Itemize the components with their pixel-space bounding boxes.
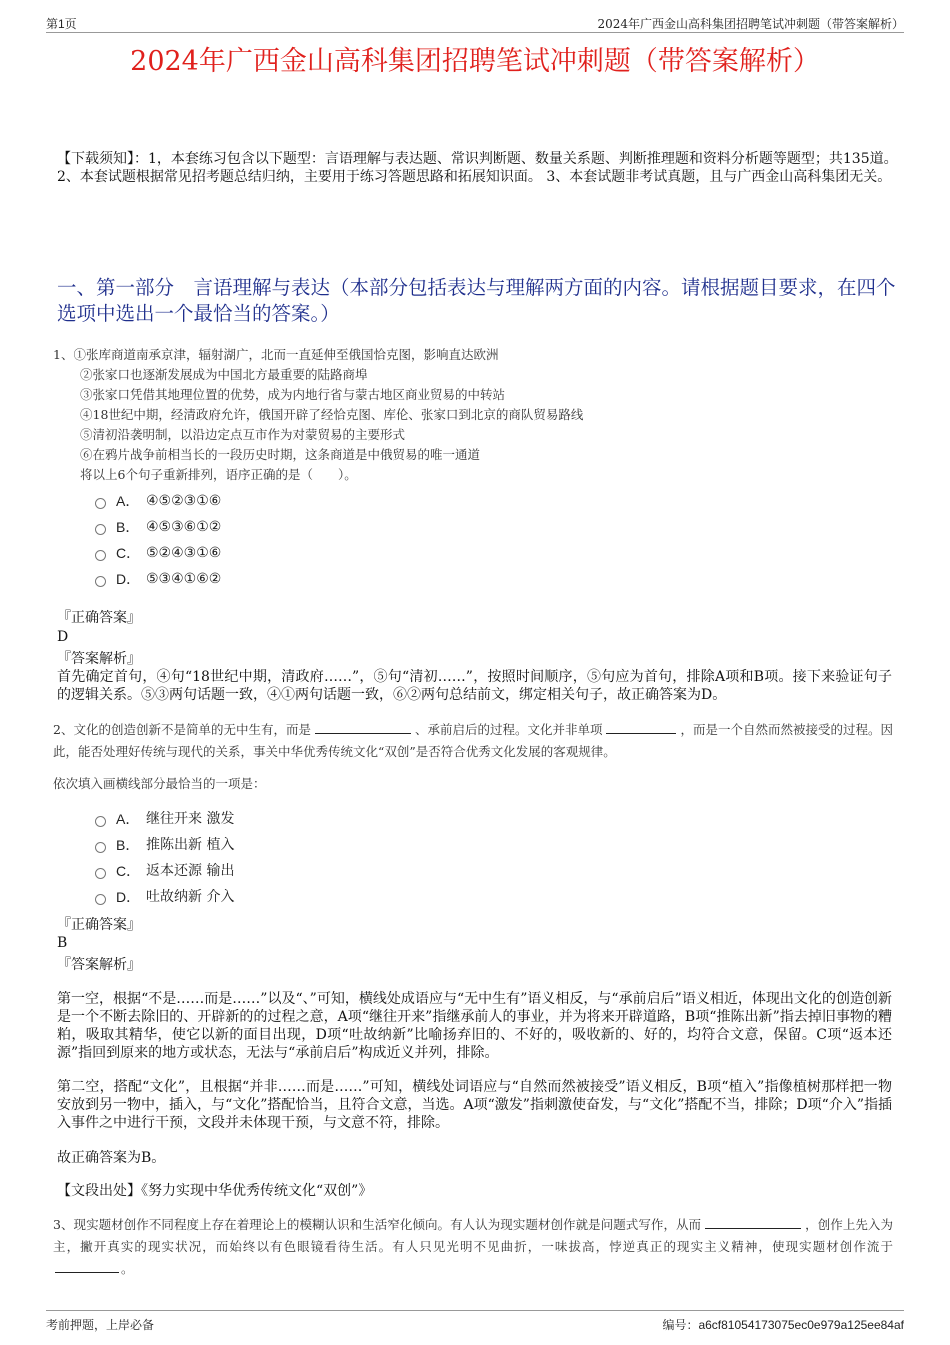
sentence-5: ⑤清初沿袭明制，以沿边定点互市作为对蒙贸易的主要形式 [80, 427, 406, 442]
analysis-paragraph-1: 第一空，根据“不是……而是……”以及“、”可知，横线处成语应与“无中生有”语义相反，与“承前启后”语义相近，体现出文化的创造创新是一个不断去除旧的、开辟新的的过程之意，A项“继往开来”指继承前人的事业，并为将来开辟道路，B项“推陈出新”指去掉旧事物的糟粕，吸取其精华，使它以新的面目出现，D项“吐故纳新”比喻扬弃旧的、不好的，吸收新的、好的，均符合文意，保留。C项“返本还源”指回到原来的地方或状态，无法与“承前启后”构成近义并列，排除。 [57, 991, 892, 1061]
option-d[interactable]: D． 吐故纳新 介入 [95, 884, 234, 910]
answer-value: B [57, 935, 68, 951]
analysis-conclusion: 故正确答案为B。 [57, 1150, 166, 1166]
question-2-instruction: 依次填入画横线部分最恰当的一项是： [53, 776, 266, 791]
document-title: 2024年广西金山高科集团招聘笔试冲刺题（带答案解析） [130, 46, 820, 77]
analysis-paragraph-2: 第二空，搭配“文化”，且根据“并非……而是……”可知，横线处词语应与“自然而然被接受”语义相反，B项“植入”指像植树那样把一物安放到另一物中，插入，与“文化”搭配恰当，且符合文意，当选。A项“激发”指刺激使奋发，与“文化”搭配不当，排除；D项“介入”指插入事件之中进行干预，文段并未体现干预，与文意不符，排除。 [57, 1079, 892, 1131]
option-c[interactable]: C． 返本还源 输出 [95, 858, 234, 884]
footer-slogan: 考前押题，上岸必备 [46, 1318, 155, 1332]
sentence-2: ②张家口也逐渐发展成为中国北方最重要的陆路商埠 [80, 367, 368, 382]
option-a[interactable]: A． ④⑤②③①⑥ [95, 488, 221, 514]
page-number: 第1页 [46, 17, 77, 31]
question-3-stem: 3、现实题材创作不同程度上存在着理论上的模糊认识和生活窄化倾向。有人认为现实题材创作就是问题式写作，从而 ，创作上先入为主，撇开真实的现实状况，而始终以有色眼镜看待生活。有人只见光明不见曲折，一味拔高，悖逆真正的现实主义精神，使现实题材创作流于。 [53, 1217, 893, 1276]
radio-icon[interactable] [95, 816, 106, 827]
question-1-stem: 1、①张库商道南承京津，辐射湖广，北而一直延伸至俄国恰克图，影响直达欧洲 [53, 347, 499, 362]
fill-blank[interactable] [705, 1215, 801, 1229]
answer-label: 『正确答案』 [57, 917, 141, 933]
analysis-label: 『答案解析』 [57, 957, 141, 973]
radio-icon[interactable] [95, 498, 106, 509]
source-citation: 【文段出处】《努力实现中华优秀传统文化“双创”》 [57, 1183, 373, 1199]
analysis-text: 首先确定首句，④句“18世纪中期，清政府……”，⑤句“清初……”，按照时间顺序，⑤句应为首句，排除A项和B项。接下来验证句子的逻辑关系。⑤③两句话题一致，④①两句话题一致，⑥②两句总结前文，绑定相关句子，故正确答案为D。 [57, 669, 892, 703]
option-d[interactable]: D． ⑤③④①⑥② [95, 566, 221, 592]
page-header [46, 12, 904, 33]
sentence-4: ④18世纪中期，经清政府允许，俄国开辟了经恰克图、库伦、张家口到北京的商队贸易路线 [80, 407, 584, 422]
page-footer [46, 1310, 904, 1331]
radio-icon[interactable] [95, 868, 106, 879]
footer-code: 编号：a6cf81054173075ec0e979a125ee84af [662, 1318, 904, 1332]
answer-value: D [57, 629, 69, 645]
sentence-3: ③张家口凭借其地理位置的优势，成为内地行省与蒙古地区商业贸易的中转站 [80, 387, 506, 402]
fill-blank[interactable] [606, 720, 676, 734]
option-c[interactable]: C． ⑤②④③①⑥ [95, 540, 221, 566]
download-notice: 【下载须知】：1，本套练习包含以下题型：言语理解与表达题、常识判断题、数量关系题、判断推理题和资料分析题等题型；共135道。 2、本套试题根据常见招考题总结归纳，主要用于练习答题思路和拓展知识面。 3、本套试题非考试真题，且与广西金山高科集团无关。 [57, 151, 898, 185]
radio-icon[interactable] [95, 842, 106, 853]
option-a[interactable]: A． 继往开来 激发 [95, 806, 234, 832]
question-1-options [95, 488, 221, 592]
section-heading: 一、第一部分 言语理解与表达（本部分包括表达与理解两方面的内容。请根据题目要求，在四个选项中选出一个最恰当的答案。） [57, 276, 896, 325]
question-2-options [95, 806, 234, 910]
fill-blank[interactable] [55, 1259, 119, 1273]
radio-icon[interactable] [95, 894, 106, 905]
radio-icon[interactable] [95, 576, 106, 587]
analysis-label: 『答案解析』 [57, 651, 141, 667]
sentence-6: ⑥在鸦片战争前相当长的一段历史时期，这条商道是中俄贸易的唯一通道 [80, 447, 481, 462]
question-1 [53, 345, 898, 485]
header-doc-title: 2024年广西金山高科集团招聘笔试冲刺题（带答案解析） [597, 17, 904, 31]
radio-icon[interactable] [95, 550, 106, 561]
question-1-prompt: 将以上6个句子重新排列，语序正确的是（ ）。 [80, 467, 357, 482]
answer-label: 『正确答案』 [57, 610, 141, 626]
option-b[interactable]: B． 推陈出新 植入 [95, 832, 234, 858]
option-b[interactable]: B． ④⑤③⑥①② [95, 514, 221, 540]
fill-blank[interactable] [315, 720, 411, 734]
radio-icon[interactable] [95, 524, 106, 535]
question-2-stem: 2、文化的创造创新不是简单的无中生有，而是 、承前启后的过程。文化并非单项 ，而是一个自然而然被接受的过程。因此，能否处理好传统与现代的关系，事关中华优秀传统文化“双创”是否符合优秀文化发展的客观规律。 [53, 722, 893, 759]
